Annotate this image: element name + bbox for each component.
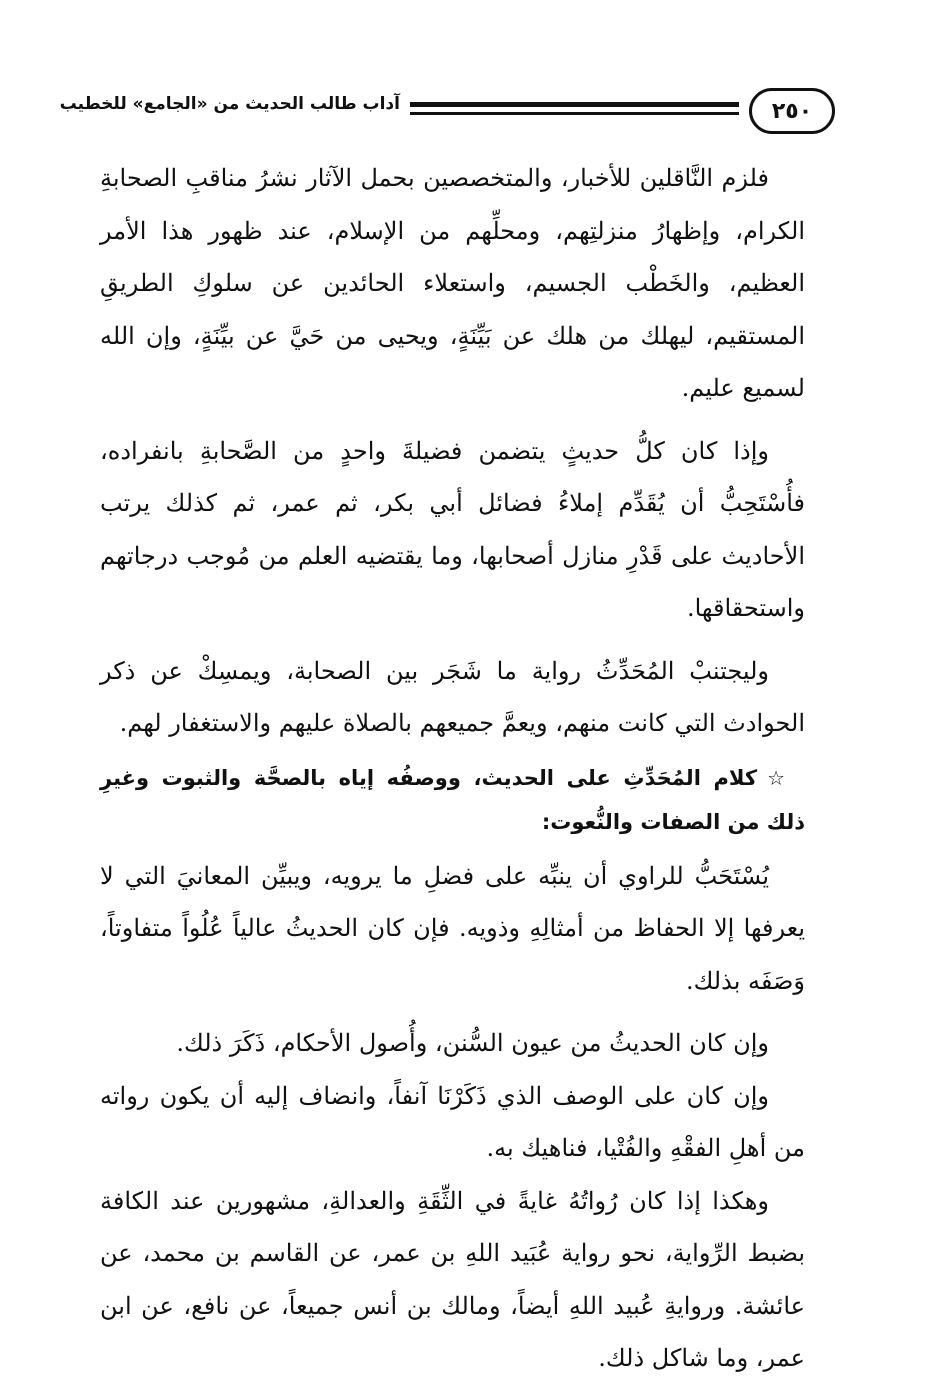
running-title: آداب طالب الحديث من «الجامع» للخطيب [59,94,400,114]
page-header [59,88,835,144]
paragraph-2: وإذا كان كلُّ حديثٍ يتضمن فضيلةَ واحدٍ من الصَّحابةِ بانفراده، فأُسْتَحِبُّ أن يُقَدِّم إملاءُ فضائل أبي بكر، ثم عمر، ثم كذلك يرتب الأحاديث على قَدْرِ منازل أصحابها، وما يقتضيه العلم من مُوجب درجاتهم واستحقاقها. [100,436,805,622]
paragraph-4: يُسْتَحَبُّ للراوي أن ينبِّه على فضلِ ما يرويه، ويبيِّن المعانيَ التي لا يعرفها إلا الحفاظ من أمثالِهِ وذويه. فإن كان الحديثُ عالياً عُلُواً متفاوتاً، وَصَفَه بذلك. [100,861,805,995]
page-number: ٢٥٠ [771,98,813,124]
paragraph-1: فلزم النَّاقلين للأخبار، والمتخصصين بحمل الآثار نشرُ مناقبِ الصحابةِ الكرام، وإظهارُ منزلتِهم، ومحلِّهم من الإسلام، عند ظهور هذا الأمر العظيم، والخَطْب الجسيم، واستعلاء الحائدين عن سلوكِ الطريقِ المستقيم، ليهلك من هلك عن بَيِّنَةٍ، ويحيى من حَيَّ عن بيِّنَةٍ، وإن الله لسميع عليم. [100,164,805,402]
section-heading-text: كلام المُحَدِّثِ على الحديث، ووصفُه إياه بالصحَّة والثبوت وغيرِ ذلك من الصفات والنُّعوت: [100,765,805,834]
paragraph-6: وإن كان على الوصف الذي ذَكَرْنَا آنفاً، وانضاف إليه أن يكون رواته من أهلِ الفقْهِ والفُتْيا، فناهيك به. [100,1081,805,1162]
page-number-badge [749,88,835,134]
paragraph-5: وإن كان الحديثُ من عيون السُّنن، وأُصول الأحكام، ذَكَرَ ذلك. [176,1029,769,1057]
section-heading [100,756,805,844]
header-rule-thin [410,112,739,115]
paragraph-7: وهكذا إذا كان رُواتُهُ غايةً في الثِّقَةِ والعدالةِ، مشهورين عند الكافة بضبط الرِّواية، نحو رواية عُبَيد اللهِ بن عمر، عن القاسم بن محمد، عن عائشة. وروايةِ عُبيد اللهِ أيضاً، ومالك بن أنس جميعاً، عن نافع، عن ابن عمر، وما شاكل ذلك. [100,1186,805,1372]
paragraph-3: وليجتنبْ المُحَدِّثُ رواية ما شَجَر بين الصحابة، ويمسِكْ عن ذكر الحوادث التي كانت منهم، ويعمَّ جميعهم بالصلاة عليهم والاستغفار لهم. [100,656,805,737]
header-rule [410,102,739,107]
page-body [100,152,805,1385]
star-icon: ☆ [767,765,785,790]
